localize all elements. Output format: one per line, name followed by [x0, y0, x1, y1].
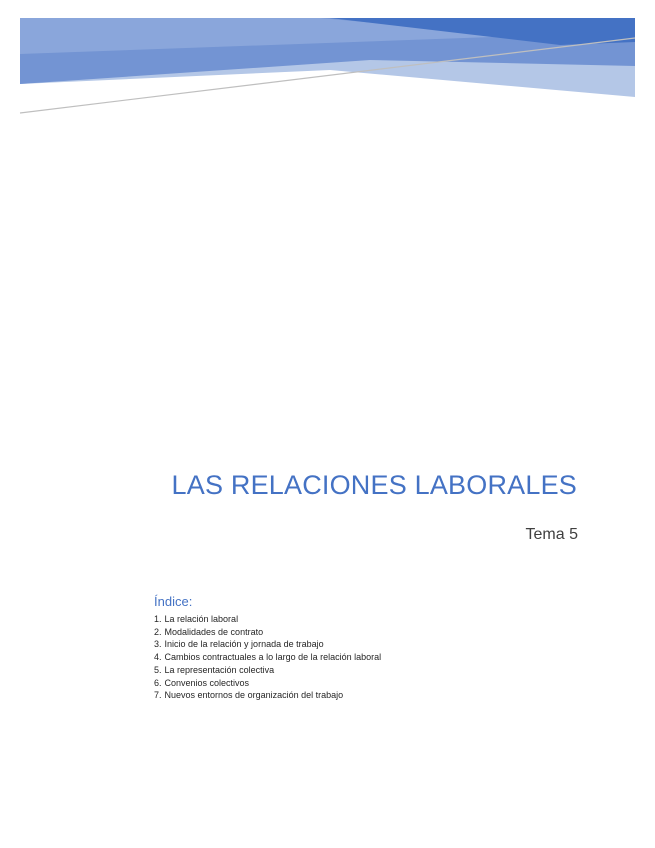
toc-item — [154, 677, 381, 690]
toc-item-label: Cambios contractuales a lo largo de la relación laboral — [164, 652, 382, 663]
toc-item-number: 5. — [154, 664, 162, 675]
toc-item-label: Convenios colectivos — [164, 677, 250, 688]
toc-item-number: 2. — [154, 626, 162, 637]
document-title: LAS RELACIONES LABORALES — [171, 470, 577, 500]
toc-item-number: 7. — [154, 690, 162, 701]
toc-item — [154, 689, 381, 702]
toc-item-number: 1. — [154, 614, 162, 624]
toc-item-label: La representación colectiva — [164, 664, 275, 675]
toc-item-number: 4. — [154, 652, 162, 663]
toc-item — [154, 638, 381, 651]
toc-item-label: Inicio de la relación y jornada de trabajo — [164, 639, 324, 650]
table-of-contents — [154, 594, 381, 702]
toc-item-label: La relación laboral — [164, 614, 239, 624]
document-subtitle: Tema 5 — [525, 526, 578, 543]
toc-item-number: 3. — [154, 639, 162, 650]
toc-item-number: 6. — [154, 677, 162, 688]
toc-item — [154, 664, 381, 677]
toc-item-label: Modalidades de contrato — [164, 626, 264, 637]
header-banner-graphic — [0, 0, 655, 130]
toc-item — [154, 626, 381, 639]
toc-item — [154, 613, 381, 626]
toc-heading: Índice: — [154, 594, 193, 609]
toc-list — [154, 613, 381, 702]
toc-item-label: Nuevos entornos de organización del trabajo — [164, 690, 344, 701]
toc-item — [154, 651, 381, 664]
